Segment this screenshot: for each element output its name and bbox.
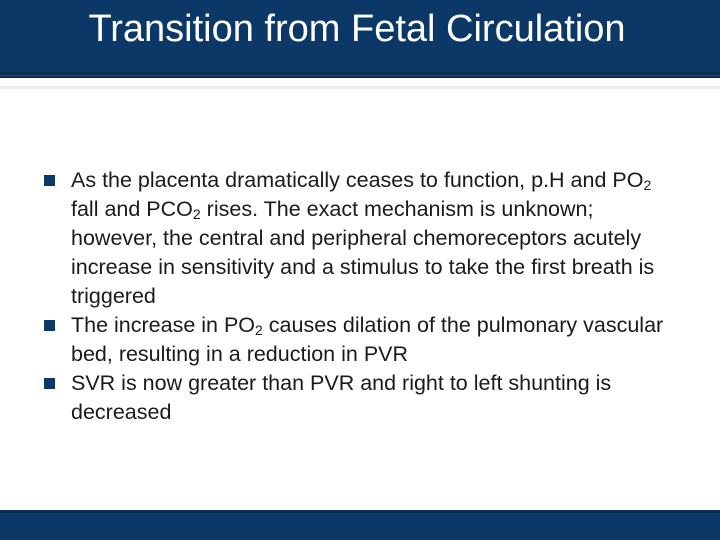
bullet-item-3 — [44, 369, 664, 427]
bullet-item-2 — [44, 311, 664, 369]
bullet-item-1 — [44, 166, 664, 311]
bullet-text: SVR is now greater than PVR and right to left shunting is decreased — [71, 371, 612, 424]
title-divider — [0, 86, 720, 89]
slide-title: Transition from Fetal Circulation — [88, 8, 626, 50]
square-bullet-icon — [44, 175, 55, 186]
title-bar — [0, 0, 720, 78]
bullet-text: The increase in $PO_2$ causes dilation of the pulmonary vascular bed, resulting in a reduction in PVR — [71, 313, 664, 366]
square-bullet-icon — [44, 378, 55, 389]
square-bullet-icon — [44, 320, 55, 331]
bullet-list — [44, 166, 664, 427]
footer-bar — [0, 510, 720, 540]
bullet-text: As the placenta dramatically ceases to function, p.H and $PO_2$ fall and $PCO_2$ rises. The exact mechanism is unknown; however, the central and peripheral chemoreceptors acutely increase in sensitivity and a stimulus to take the first breath is triggered — [71, 168, 655, 308]
